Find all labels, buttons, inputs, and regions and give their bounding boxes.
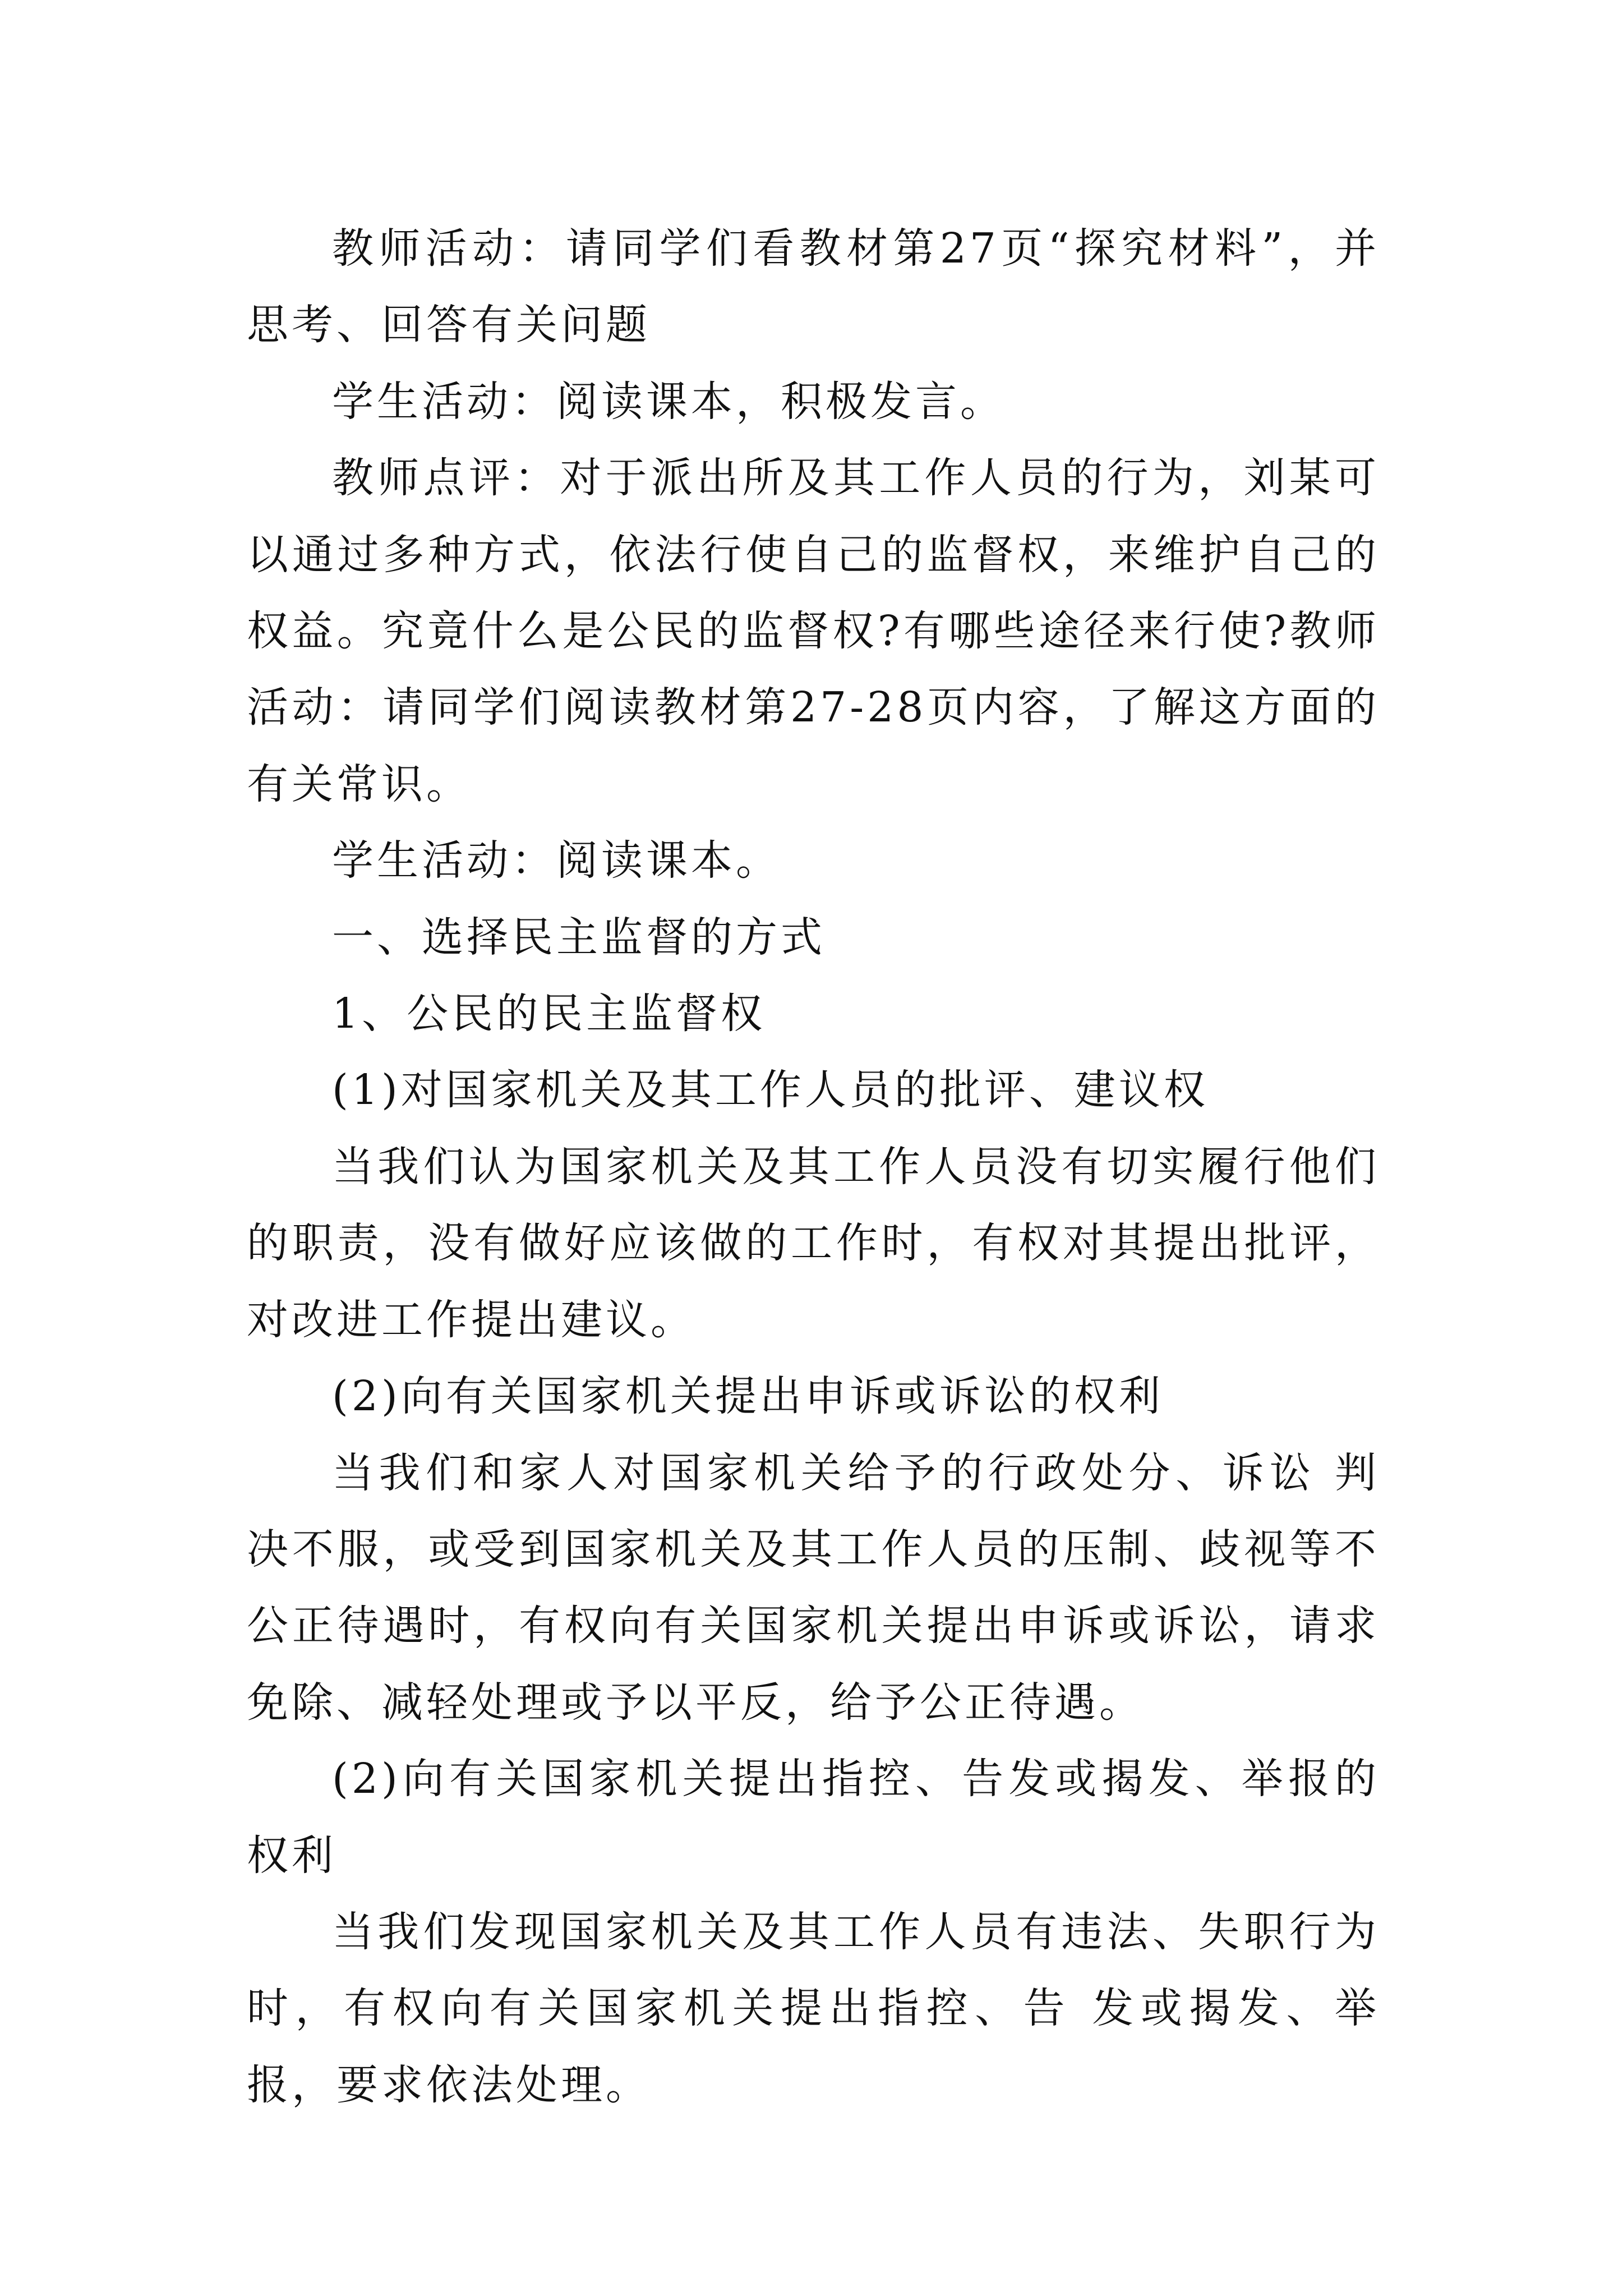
section-heading-supervision-methods: 一、选择民主监督的方式 — [332, 913, 826, 961]
paragraph-student-activity-1: 学生活动：阅读课本，积极发言。 — [332, 377, 1005, 426]
paragraph-criticism-right: 当我们认为国家机关及其工作人员没有切实履行他们的职责，没有做好应该做的工作时，有权对其提出批评，对改进工作提出建议。 — [247, 1142, 1380, 1344]
subheading-supervision-right: 1、公民的民主监督权 — [332, 990, 766, 1038]
item-heading-criticism-right: (1)对国家机关及其工作人员的批评、建议权 — [332, 1066, 1209, 1115]
item-heading-appeal-right: (2)向有关国家机关提出申诉或诉讼的权利 — [332, 1372, 1164, 1421]
paragraph-teacher-activity-1: 教师活动：请同学们看教材第27页“探究材料”，并思考、回答有关问题 — [247, 224, 1380, 349]
paragraph-teacher-comment: 教师点评：对于派出所及其工作人员的行为，刘某可以通过多种方式，依法行使自己的监督权，来维护自己的权益。究竟什么是公民的监督权?有哪些途径来行使?教师活动：请同学们阅读教材第27-28页内容，了解这方面的有关常识。 — [247, 454, 1380, 808]
paragraph-accusation-right: 当我们发现国家机关及其工作人员有违法、失职行为时，有权向有关国家机关提出指控、告 发或揭发、举报，要求依法处理。 — [247, 1907, 1380, 2109]
paragraph-student-activity-2: 学生活动：阅读课本。 — [332, 836, 781, 885]
paragraph-appeal-right: 当我们和家人对国家机关给予的行政处分、诉讼 判 决不服，或受到国家机关及其工作人员的压制、歧视等不公正待遇时，有权向有关国家机关提出申诉或诉讼，请求免除、减轻处理或予以平反，给予公正待遇。 — [247, 1448, 1380, 1727]
item-heading-accusation-right: (2)向有关国家机关提出指控、告发或揭发、举报的权利 — [247, 1755, 1380, 1880]
document-body — [247, 210, 1380, 2123]
